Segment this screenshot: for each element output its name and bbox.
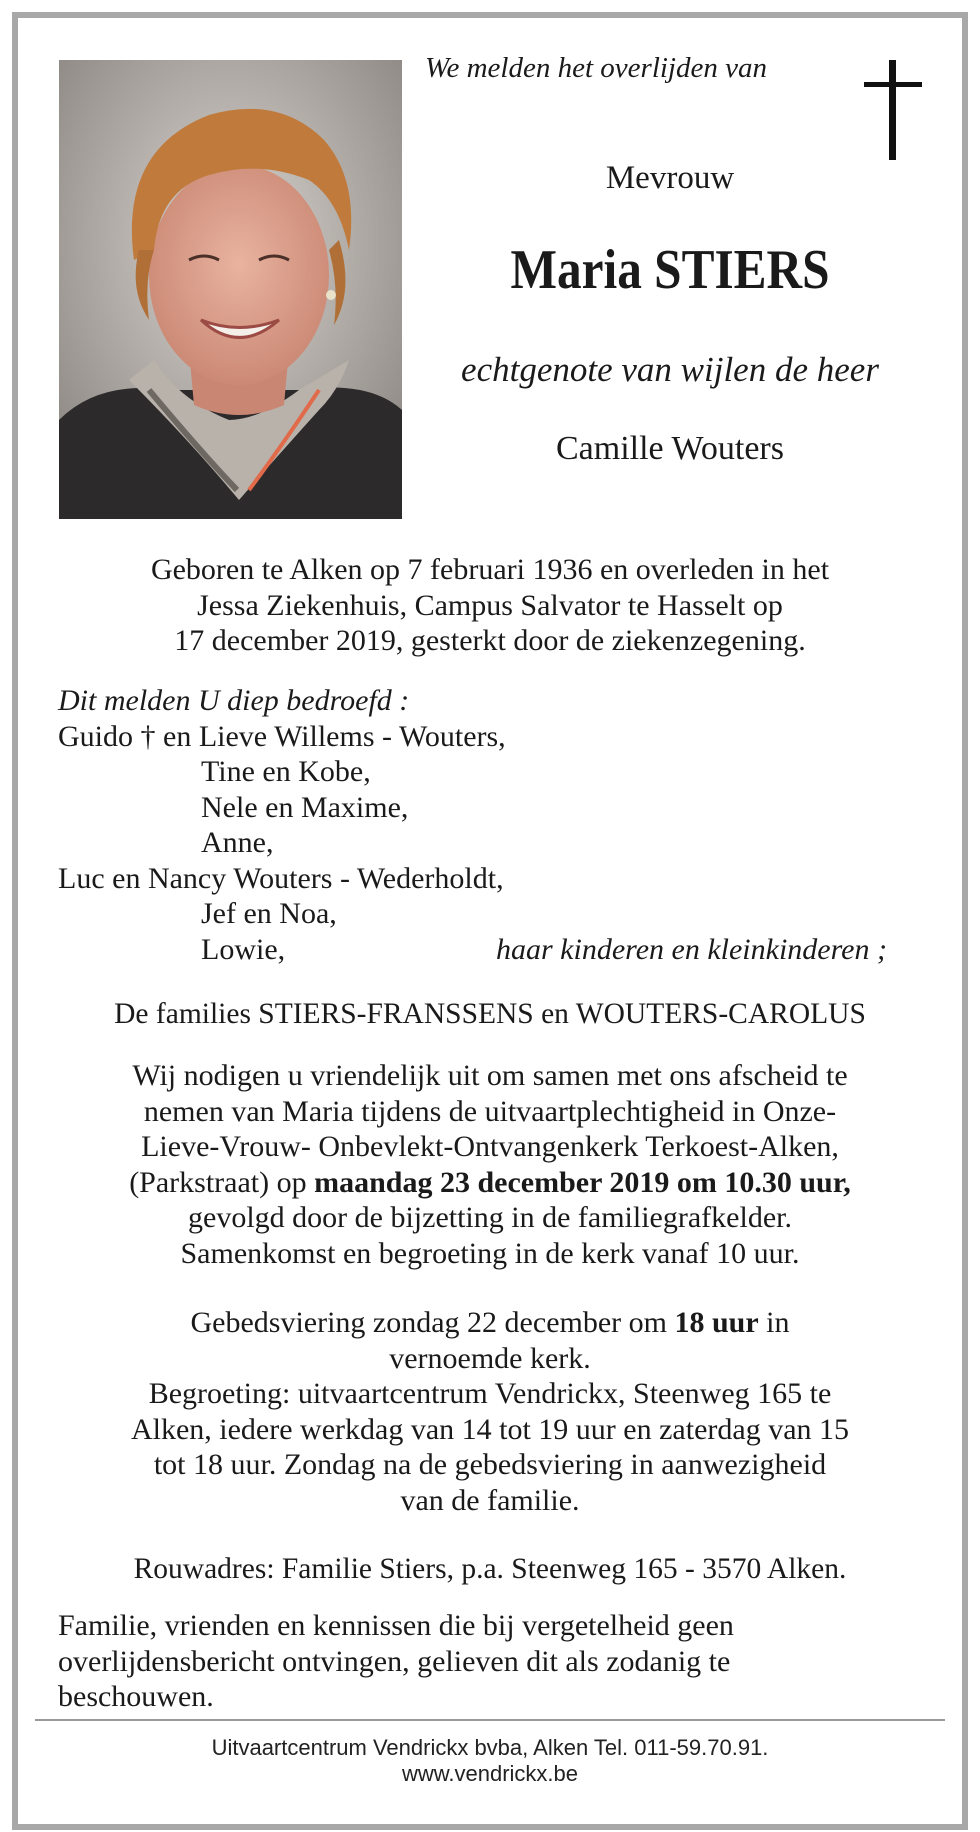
mourner-line: Nele en Maxime,	[201, 790, 409, 824]
invitation-line: gevolgd door de bijzetting in de familiegrafkelder.	[188, 1201, 792, 1234]
mourner-line: Luc en Nancy Wouters - Wederholdt,	[58, 861, 504, 895]
birth-line: Jessa Ziekenhuis, Campus Salvator te Hasselt op	[197, 588, 783, 622]
footer-company: Uitvaartcentrum Vendrickx bvba, Alken Tel. 011-59.70.91.	[211, 1735, 769, 1760]
funeral-date: maandag 23 december 2019 om 10.30 uur,	[314, 1165, 851, 1199]
invitation-line: Lieve-Vrouw- Onbevlekt-Ontvangenkerk Terkoest-Alken,	[141, 1130, 839, 1163]
notice-line: overlijdensbericht ontvingen, gelieven dit als zodanig te	[58, 1644, 731, 1678]
footer-divider	[35, 1719, 945, 1721]
mourner-line: Guido † en Lieve Willems - Wouters,	[58, 719, 506, 753]
birth-paragraph	[58, 552, 922, 659]
portrait-photo	[59, 60, 402, 519]
invitation-line: nemen van Maria tijdens de uitvaartplechtigheid in Onze-	[143, 1094, 837, 1128]
notice-line: Familie, vrienden en kennissen die bij vergetelheid geen	[58, 1609, 734, 1642]
birth-line: Geboren te Alken op 7 februari 1936 en overleden in het	[150, 553, 830, 586]
mourner-line: Tine en Kobe,	[201, 755, 371, 788]
prayer-paragraph	[58, 1305, 922, 1518]
footer-website[interactable]: www.vendrickx.be	[401, 1761, 579, 1786]
mourner-line: Jef en Noa,	[201, 897, 337, 930]
prayer-line: Begroeting: uitvaartcentrum Vendrickx, Steenweg 165 te	[148, 1377, 832, 1410]
title-salutation: Mevrouw	[605, 160, 735, 196]
footer	[35, 1735, 945, 1787]
relation-text: echtgenote van wijlen de heer	[461, 350, 879, 389]
prayer-line: vernoemde kerk.	[389, 1341, 591, 1375]
notice-line: beschouwen.	[58, 1680, 214, 1713]
mourner-line: Anne,	[201, 826, 274, 859]
mourners-heading: Dit melden U diep bedroefd :	[58, 684, 410, 717]
notice-paragraph	[58, 1608, 922, 1715]
mourning-address: Rouwadres: Familie Stiers, p.a. Steenweg 165 - 3570 Alken.	[133, 1553, 847, 1585]
families-line: De families STIERS-FRANSSENS en WOUTERS-CAROLUS	[114, 998, 866, 1030]
intro-text: We melden het overlijden van	[425, 52, 767, 84]
prayer-text: Gebedsviering zondag 22 december om	[190, 1306, 675, 1339]
prayer-text: in	[758, 1306, 790, 1339]
invitation-text: (Parkstraat) op	[129, 1165, 315, 1199]
mourner-name: Lowie,	[201, 932, 286, 966]
spouse-name: Camille Wouters	[556, 430, 784, 467]
mourner-line	[58, 932, 922, 968]
prayer-line	[58, 1305, 922, 1341]
invitation-line: Samenkomst en begroeting in de kerk vanaf 10 uur.	[180, 1236, 800, 1270]
prayer-line: tot 18 uur. Zondag na de gebedsviering in aanwezigheid	[153, 1448, 827, 1481]
invitation-line: Wij nodigen u vriendelijk uit om samen met ons afscheid te	[132, 1059, 848, 1092]
birth-line: 17 december 2019, gesterkt door de ziekenzegening.	[174, 624, 806, 657]
mourners-relation-note: haar kinderen en kleinkinderen ;	[496, 932, 887, 966]
prayer-line: Alken, iedere werkdag van 14 tot 19 uur en zaterdag van 15	[130, 1412, 850, 1446]
deceased-name: Maria STIERS	[510, 239, 830, 301]
prayer-time: 18 uur	[674, 1306, 759, 1339]
prayer-line: van de familie.	[400, 1483, 580, 1517]
mourners-list	[58, 683, 922, 967]
invitation-paragraph	[58, 1058, 922, 1271]
cross-icon	[864, 60, 922, 160]
invitation-line	[58, 1165, 922, 1201]
